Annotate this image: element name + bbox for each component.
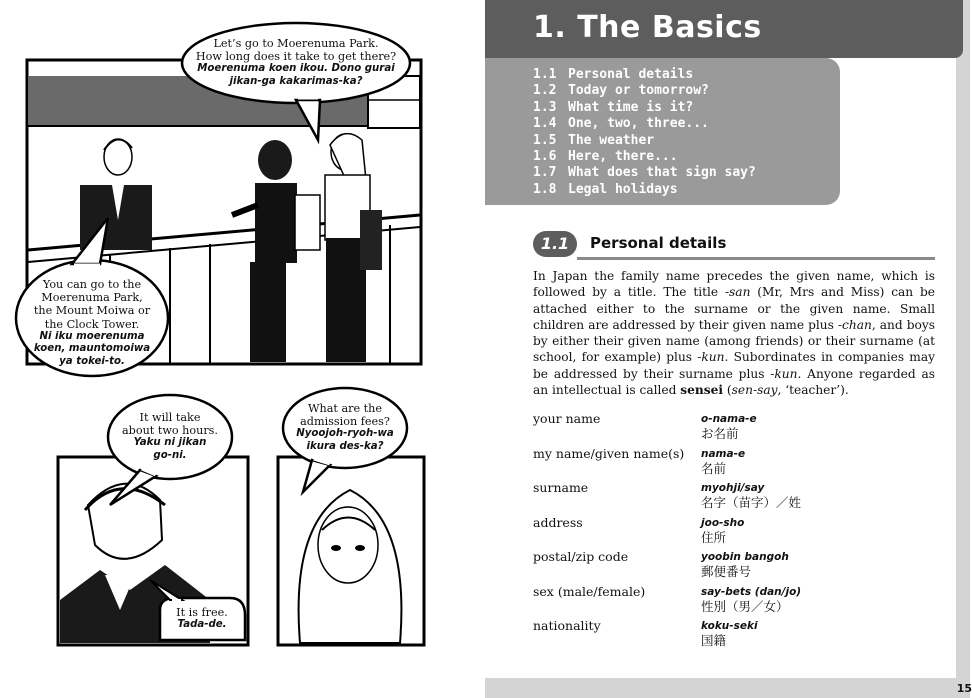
contents-item-number: 1.4 <box>533 116 557 132</box>
contents-item-number: 1.7 <box>533 165 557 181</box>
bubble-1-text <box>188 37 404 88</box>
comic-page <box>0 0 485 698</box>
contents-item-label: Today or tomorrow? <box>568 83 709 99</box>
vocab-romaji: joo-sho <box>701 516 745 529</box>
chapter-contents <box>485 58 840 205</box>
vocab-row <box>533 584 935 619</box>
vocab-english: sex (male/female) <box>533 583 646 599</box>
contents-item-label: What time is it? <box>568 99 694 115</box>
contents-item-number: 1.1 <box>533 67 557 82</box>
bubble-3-jp-line-1: Yaku ni jikan <box>133 437 207 449</box>
contents-item-number: 1.2 <box>533 83 557 99</box>
bubble-5-en-line-1: It is free. <box>176 606 228 619</box>
vocab-english: surname <box>533 480 589 495</box>
bubble-4-en-line-2: admission fees? <box>300 415 390 429</box>
intro-text: , and boys by either their given name (among friends) or their surname (at school, for example) plus <box>533 317 935 365</box>
vocab-japanese: 名前 <box>701 460 727 476</box>
bubble-1-en-line-1: Let’s go to Moerenuma Park. <box>213 37 379 50</box>
intro-term: -kun <box>770 366 798 381</box>
bubble-2-text <box>27 278 157 368</box>
bubble-3-jp-line-2: go-ni. <box>153 449 187 461</box>
vocab-english: address <box>533 514 583 530</box>
vocab-japanese: お名前 <box>701 426 739 441</box>
bubble-4-en-line-1: What are the <box>308 402 382 415</box>
chapter-title: 1. The Basics <box>533 10 762 45</box>
vocab-row <box>533 515 935 550</box>
vocab-japanese: 郵便番号 <box>701 564 752 579</box>
vocab-english: postal/zip code <box>533 549 629 564</box>
bubble-2-en-line-2: Moerenuma Park, <box>41 291 143 305</box>
contents-item[interactable] <box>533 133 756 149</box>
bubble-5-text <box>162 606 242 632</box>
intro-text: ( <box>723 383 732 398</box>
vocab-romaji: myohji/say <box>701 482 765 494</box>
intro-term: -kun <box>697 350 725 365</box>
intro-term: -san <box>724 285 751 300</box>
bubble-2-en-line-4: the Clock Tower. <box>44 317 140 331</box>
vocab-romaji: nama-e <box>701 447 746 460</box>
contents-item[interactable] <box>533 116 756 132</box>
page-footer-band <box>485 678 970 698</box>
vocab-romaji: koku-seki <box>701 620 758 632</box>
contents-item[interactable] <box>533 67 756 83</box>
bubble-2-en-line-3: the Mount Moiwa or <box>33 304 151 318</box>
vocab-row <box>533 411 935 446</box>
vocab-romaji: say-bets (dan/jo) <box>701 585 802 598</box>
intro-text: . Subordinates in companies may be addressed by their surname plus <box>533 350 935 381</box>
bubble-1-jp-line-1: Moerenuma koen ikou. Dono gurai <box>197 63 395 75</box>
bubble-3-text <box>114 411 226 462</box>
contents-item-number: 1.8 <box>533 181 557 197</box>
intro-text: In Japan the family name precedes the given name, which is followed by a title. The title <box>533 269 935 300</box>
contents-item-label: Personal details <box>568 67 694 82</box>
contents-item-label: What does that sign say? <box>568 165 756 181</box>
section-heading <box>533 231 935 260</box>
contents-item-label: The weather <box>568 132 655 148</box>
bubble-1-en-line-2: How long does it take to get there? <box>195 50 397 64</box>
contents-item-number: 1.3 <box>533 99 557 115</box>
contents-item[interactable] <box>533 100 756 116</box>
bubble-2-jp-line-2: koen, mauntomoiwa <box>33 343 151 355</box>
intro-paragraph <box>533 268 935 398</box>
contents-item-label: Legal holidays <box>568 181 678 197</box>
bubble-3-en-line-2: about two hours. <box>122 424 218 438</box>
bubble-1-jp-line-2: jikan-ga kakarimas-ka? <box>229 75 363 87</box>
bubble-2-jp-line-3: ya tokei-to. <box>59 355 125 367</box>
bubble-2-en-line-1: You can go to the <box>42 278 142 291</box>
text-page <box>485 0 970 698</box>
vocab-row <box>533 446 935 481</box>
bubble-4-text <box>290 402 400 453</box>
page-edge <box>956 0 970 698</box>
vocab-english: nationality <box>533 618 601 633</box>
intro-text: (Mr, Mrs and Miss) can be attached either to the surname or the given name. Small children are addressed by their given name plus <box>533 285 935 332</box>
vocab-japanese: 性別（男／女） <box>701 598 789 614</box>
vocab-romaji: o-nama-e <box>701 413 757 425</box>
section-title: Personal details <box>590 234 727 252</box>
intro-text: , ‘teacher’). <box>777 383 849 398</box>
bubble-2-jp-line-1: Ni iku moerenuma <box>39 330 145 342</box>
contents-list <box>533 67 756 198</box>
contents-item[interactable] <box>533 149 756 165</box>
vocab-row <box>533 480 935 515</box>
bubble-3-en-line-1: It will take <box>139 411 201 424</box>
vocab-row <box>533 618 935 653</box>
vocab-japanese: 国籍 <box>701 633 727 648</box>
contents-item[interactable] <box>533 165 756 181</box>
bubble-5-jp-line-1: Tada-de. <box>177 619 227 631</box>
vocab-japanese: 名字（苗字）／姓 <box>701 495 802 510</box>
vocab-english: my name/given name(s) <box>533 445 685 461</box>
contents-item-number: 1.5 <box>533 132 557 148</box>
intro-term: -chan <box>837 317 872 332</box>
contents-item-label: Here, there... <box>568 148 678 164</box>
intro-term-bold: sensei <box>680 383 724 398</box>
section-rule <box>577 257 935 260</box>
intro-term: sen-say <box>731 383 778 398</box>
chapter-header <box>485 0 963 58</box>
contents-item-number: 1.6 <box>533 148 557 164</box>
contents-item[interactable] <box>533 182 756 198</box>
contents-item[interactable] <box>533 83 756 99</box>
vocabulary-list <box>533 411 935 653</box>
contents-item-label: One, two, three... <box>568 116 709 132</box>
vocab-row <box>533 549 935 584</box>
vocab-japanese: 住所 <box>701 529 727 545</box>
intro-text: . Anyone regarded as an intellectual is called <box>533 366 935 398</box>
vocab-english: your name <box>533 411 601 426</box>
bubble-4-jp-line-2: ikura des-ka? <box>306 440 384 452</box>
bubble-4-jp-line-1: Nyoojoh-ryoh-wa <box>296 428 394 440</box>
vocab-romaji: yoobin bangoh <box>701 551 789 563</box>
section-number-badge: 1.1 <box>533 231 577 257</box>
page-number: 15 <box>956 682 972 695</box>
